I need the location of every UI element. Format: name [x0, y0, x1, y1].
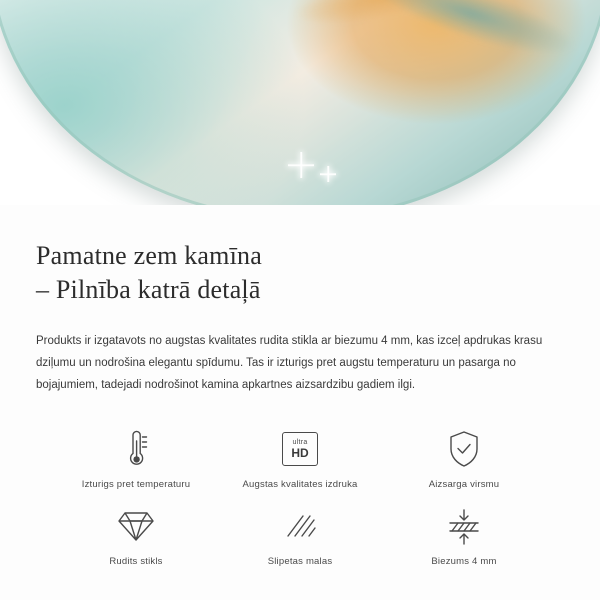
feature-label: Izturigs pret temperaturu: [81, 478, 191, 490]
ultra-hd-badge-main: HD: [291, 445, 309, 460]
page-title: [36, 239, 564, 308]
glass-panel-artwork: [0, 0, 600, 205]
feature-item-polished-edges: [218, 504, 382, 567]
feature-label: Aizsarga virsmu: [428, 478, 500, 490]
feature-item-thickness: [382, 504, 546, 567]
hero-product-image: [0, 0, 600, 205]
feature-item-temperature: [54, 427, 218, 490]
shield-check-icon: [447, 427, 481, 471]
diamond-icon: [117, 504, 155, 548]
feature-label: Slipetas malas: [267, 555, 333, 567]
feature-label: Biezums 4 mm: [431, 555, 497, 567]
polished-edges-icon: [283, 504, 317, 548]
thickness-arrows-icon: [444, 504, 484, 548]
feature-grid: [36, 427, 564, 567]
feature-item-print-quality: [218, 427, 382, 490]
feature-label: Rudits stikls: [109, 555, 163, 567]
thermometer-icon: [121, 427, 151, 471]
feature-label: Augstas kvalitates izdruka: [242, 478, 358, 490]
page-title-line-2: – Pilnība katrā detaļā: [36, 275, 261, 305]
content-section: [0, 205, 600, 567]
ultra-hd-badge-top: ultra: [292, 438, 308, 446]
feature-item-surface-protection: [382, 427, 546, 490]
ultra-hd-icon: [282, 427, 318, 471]
description-paragraph: Produkts ir izgatavots no augstas kvalitates rudita stikla ar biezumu 4 mm, kas izceļ apdrukas krasu dziļumu un nodrošina elegantu spīdumu. Tas ir izturigs pret augstu temperaturu un pasarga no bojajumiem, tadejadi nodrošinot kamina apkartnes aizsardzibu gadiem ilgi.: [36, 334, 543, 392]
feature-item-tempered-glass: [54, 504, 218, 567]
page-title-line-1: Pamatne zem kamīna: [36, 241, 262, 270]
